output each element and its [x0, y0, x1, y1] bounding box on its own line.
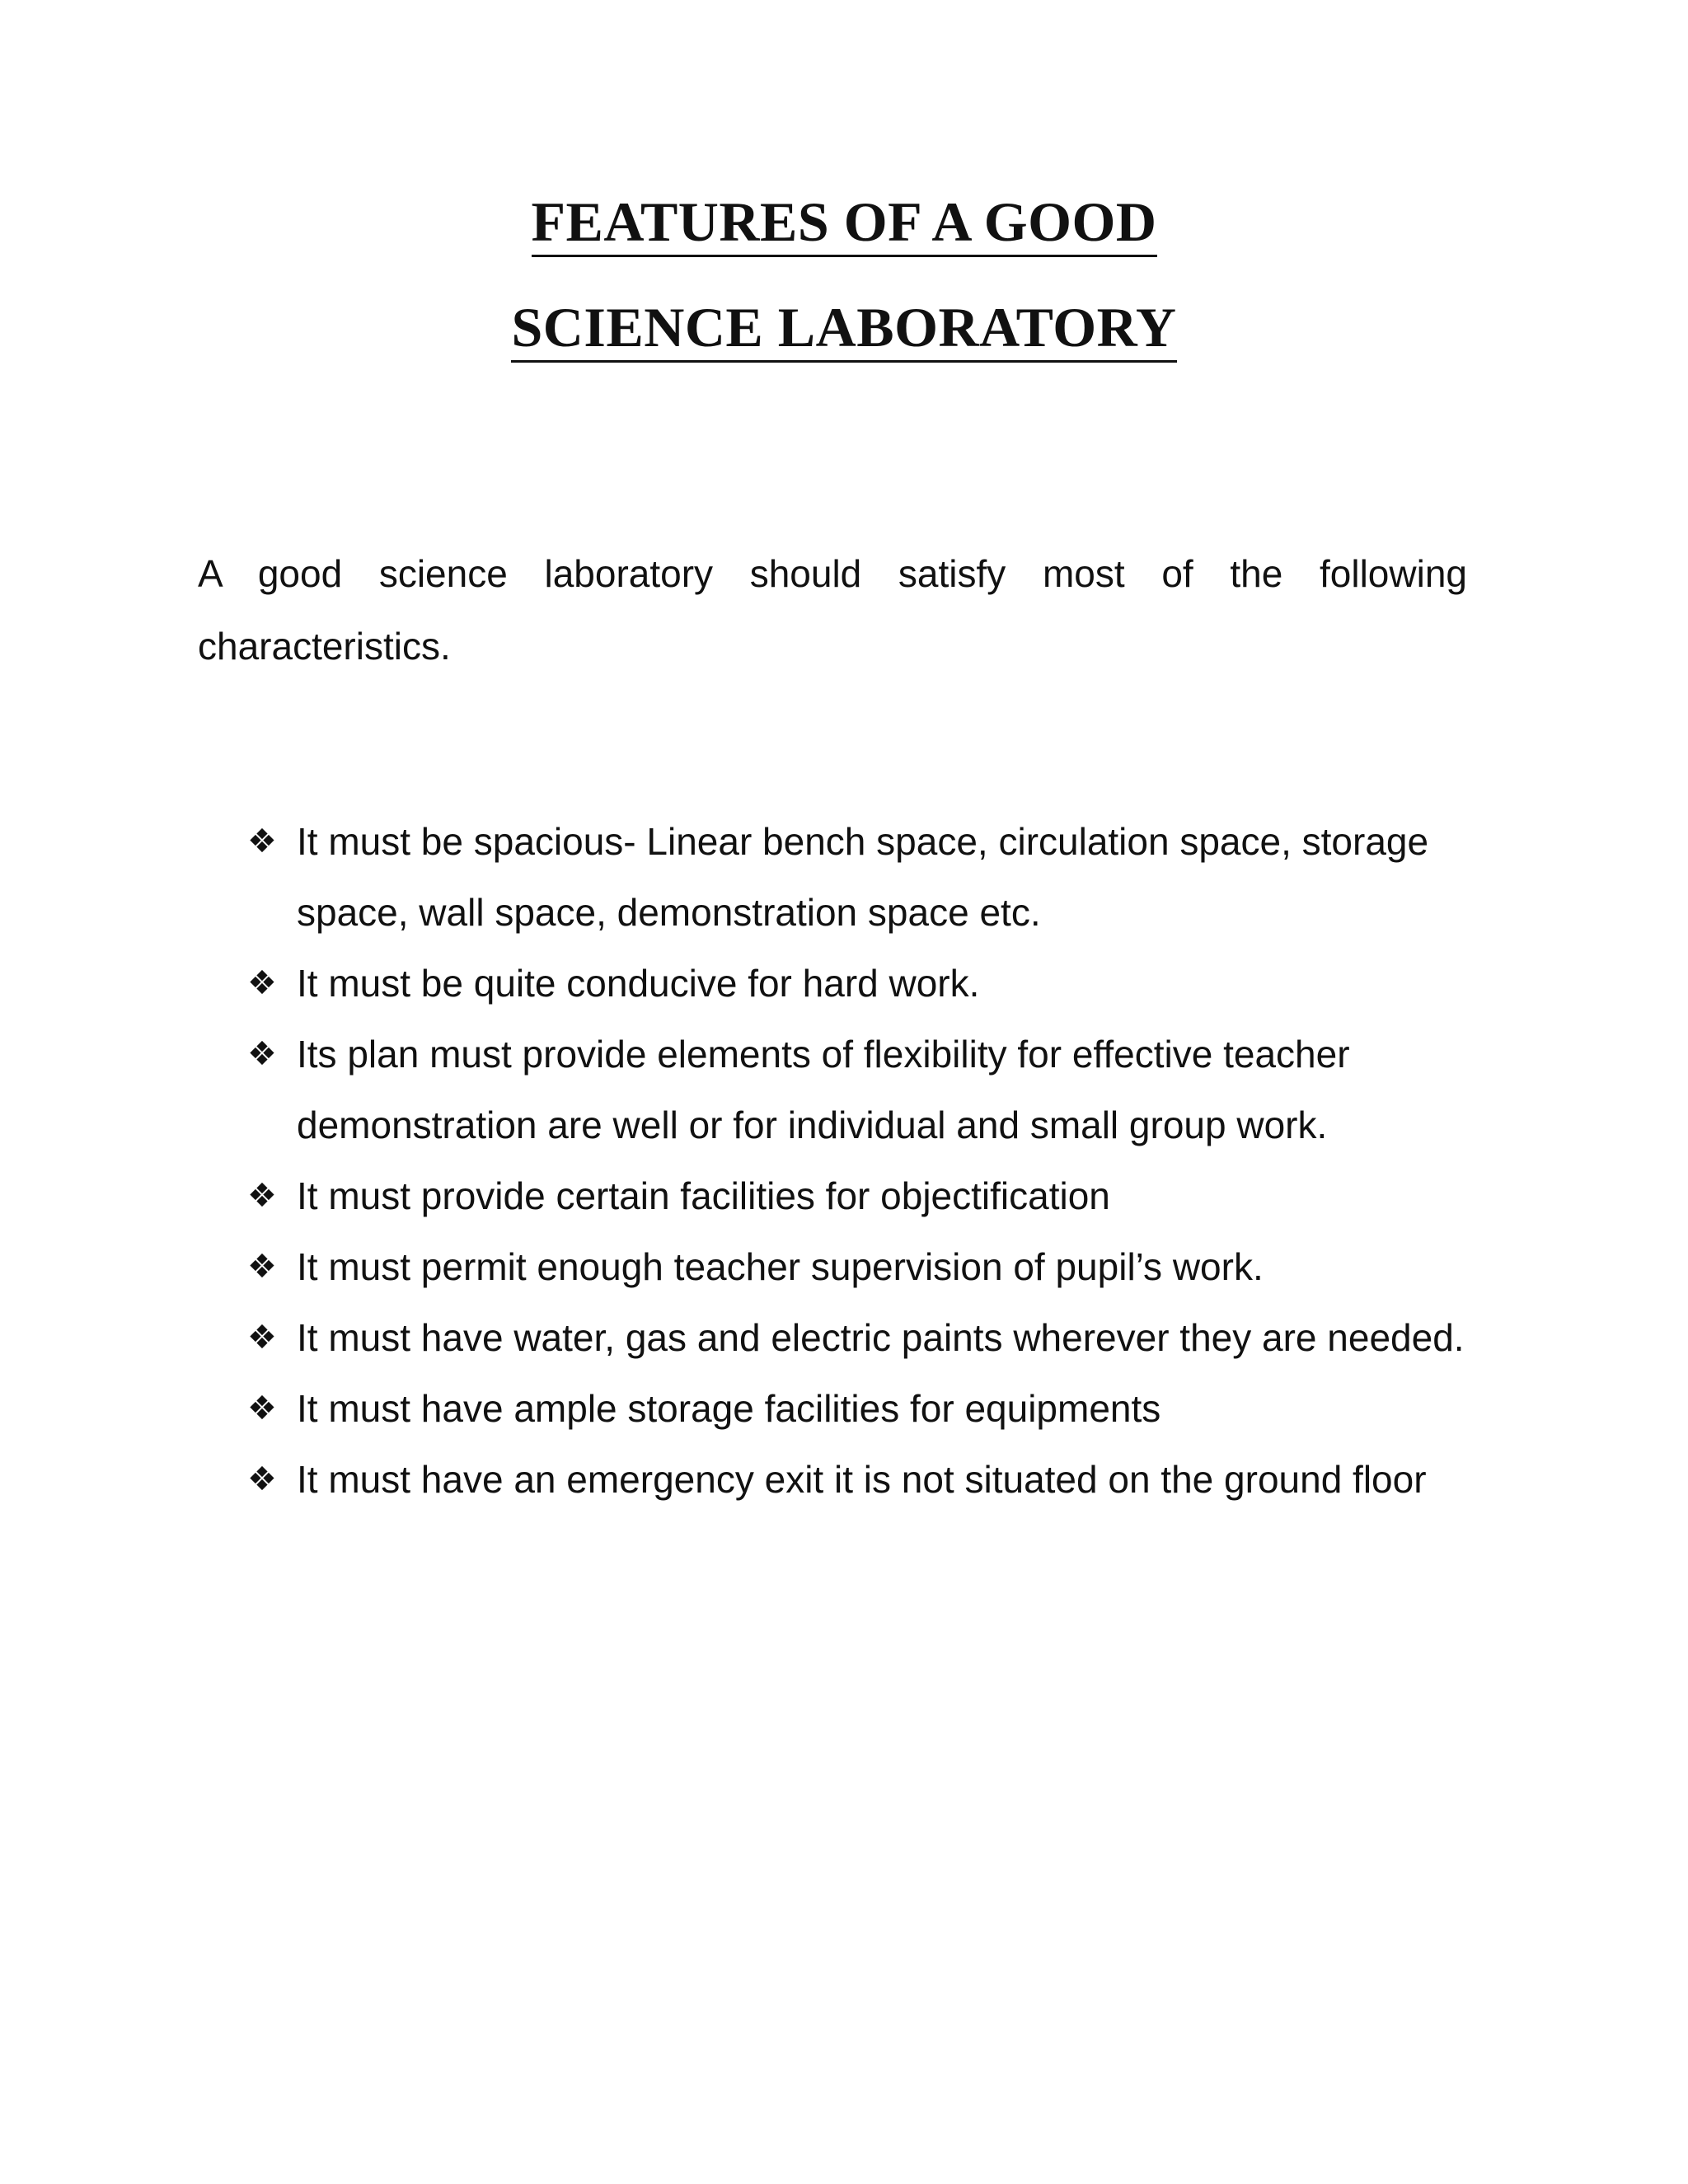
diamond-bullet-icon: ❖ [247, 1177, 277, 1215]
list-item [247, 1373, 1484, 1444]
list-item-text: Its plan must provide elements of flexibility for effective teacher demonstration are well or for individual and small group work. [297, 1033, 1350, 1146]
list-item [247, 1160, 1484, 1231]
list-item-text: It must have water, gas and electric paints wherever they are needed. [297, 1316, 1465, 1359]
diamond-bullet-icon: ❖ [247, 1248, 277, 1286]
diamond-bullet-icon: ❖ [247, 1319, 277, 1357]
intro-paragraph [198, 537, 1467, 682]
list-item [247, 1231, 1484, 1302]
list-item-text: It must have an emergency exit it is not situated on the ground floor [297, 1458, 1427, 1501]
diamond-bullet-icon: ❖ [247, 1460, 277, 1498]
list-item-text: It must be spacious- Linear bench space, circulation space, storage space, wall space, demonstration space etc. [297, 820, 1429, 934]
diamond-bullet-icon: ❖ [247, 964, 277, 1002]
list-item [247, 1019, 1484, 1160]
list-item-text: It must permit enough teacher supervision of pupil’s work. [297, 1245, 1264, 1288]
list-item-text: It must be quite conducive for hard work. [297, 962, 980, 1005]
diamond-bullet-icon: ❖ [247, 1035, 277, 1073]
intro-line-2: characteristics. [198, 625, 451, 668]
title-line-1: FEATURES OF A GOOD [532, 194, 1157, 257]
list-item [247, 1444, 1484, 1515]
list-item [247, 806, 1484, 948]
intro-line-1: A good science laboratory should satisfy most of the following [198, 552, 1467, 595]
list-item-text: It must have ample storage facilities for equipments [297, 1387, 1161, 1430]
list-item [247, 1302, 1484, 1373]
list-item [247, 948, 1484, 1019]
list-item-text: It must provide certain facilities for objectification [297, 1174, 1110, 1217]
diamond-bullet-icon: ❖ [247, 1390, 277, 1427]
diamond-bullet-icon: ❖ [247, 823, 277, 860]
title-line-2: SCIENCE LABORATORY [511, 299, 1176, 363]
feature-list [247, 806, 1484, 1515]
